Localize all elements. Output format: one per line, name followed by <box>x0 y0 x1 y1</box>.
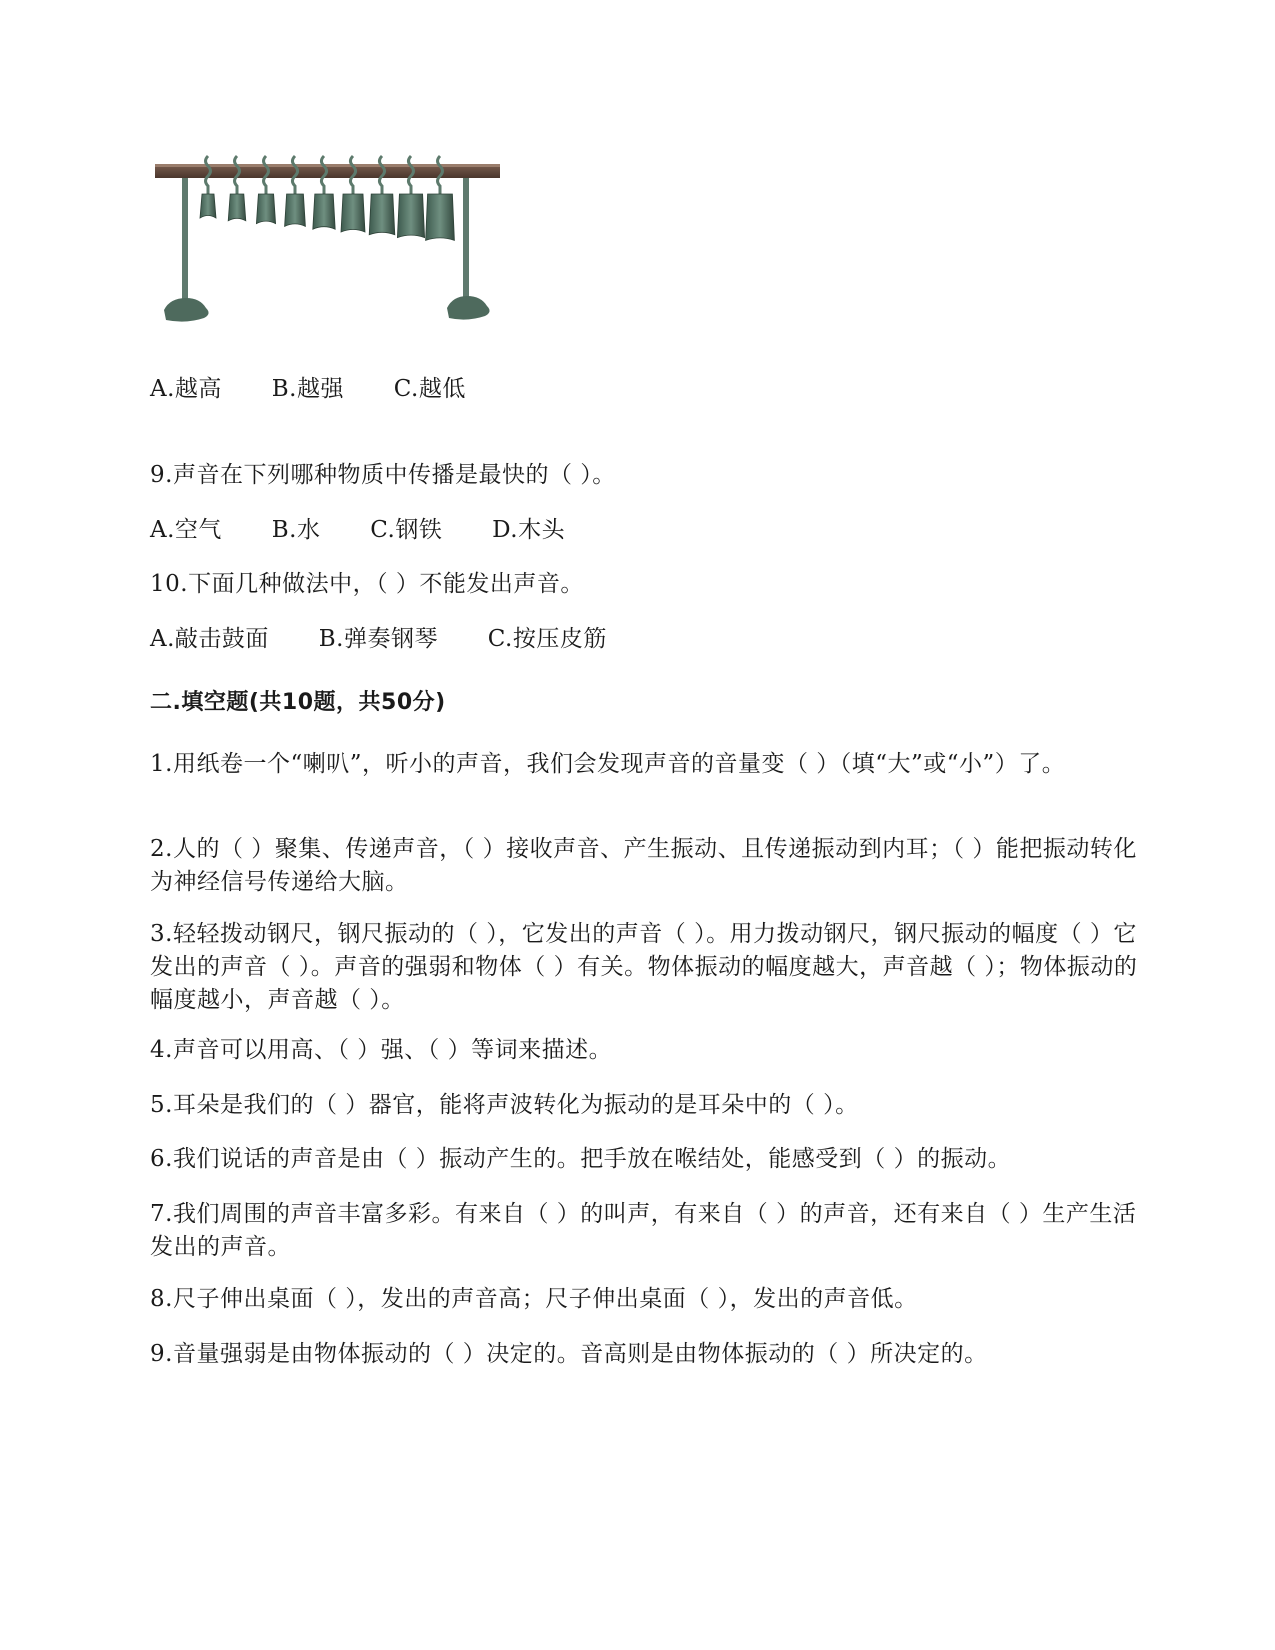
bell <box>369 194 395 235</box>
bell <box>285 194 306 226</box>
question-9-options <box>150 514 607 547</box>
question-8-options <box>150 373 508 406</box>
option-b: B.水 <box>271 517 321 543</box>
fill-blank-item: 4.声音可以用高、（ ）强、（ ）等词来描述。 <box>150 1037 613 1063</box>
option-b: B.弹奏钢琴 <box>318 626 438 652</box>
option-a: A.越高 <box>150 376 222 402</box>
fill-blank-item: 8.尺子伸出桌面（ ），发出的声音高；尺子伸出桌面（ ），发出的声音低。 <box>150 1286 918 1312</box>
bell <box>341 194 365 232</box>
fill-blank-item: 7.我们周围的声音丰富多彩。有来自（ ）的叫声，有来自（ ）的声音，还有来自（ ）生产生活发出的声音。 <box>150 1201 1137 1260</box>
option-c: C.越低 <box>393 376 466 402</box>
question-10-options <box>150 623 649 656</box>
section-2-heading: 二.填空题(共10题，共50分) <box>150 690 446 715</box>
bell <box>397 194 424 238</box>
option-a: A.空气 <box>150 517 222 543</box>
bell <box>256 194 275 224</box>
question-10-text: 10.下面几种做法中，（ ）不能发出声音。 <box>150 571 584 597</box>
fill-blank-item: 6.我们说话的声音是由（ ）振动产生的。把手放在喉结处，能感受到（ ）的振动。 <box>150 1146 1012 1172</box>
fill-blank-item: 1.用纸卷一个“喇叭”，听小的声音，我们会发现声音的音量变（ ）（填“大”或“小”）了。 <box>150 751 1066 777</box>
bell <box>426 194 455 240</box>
option-d: D.木头 <box>492 517 566 543</box>
bell <box>313 194 335 229</box>
option-c: C.按压皮筋 <box>487 626 607 652</box>
fill-blank-item: 9.音量强弱是由物体振动的（ ）决定的。音高则是由物体振动的（ ）所决定的。 <box>150 1341 988 1367</box>
option-b: B.越强 <box>271 376 344 402</box>
fill-blank-item: 3.轻轻拨动钢尺，钢尺振动的（ ），它发出的声音（ ）。用力拨动钢尺，钢尺振动的幅度（ ）它发出的声音（ ）。声音的强弱和物体（ ）有关。物体振动的幅度越大，声音越（ ）；物体振动的幅度越小，声音越（ ）。 <box>150 921 1138 1013</box>
chime-bells-illustration <box>150 150 530 340</box>
question-9-text: 9.声音在下列哪种物质中传播是最快的（ ）。 <box>150 462 616 488</box>
option-c: C.钢铁 <box>370 517 443 543</box>
fill-blank-item: 5.耳朵是我们的（ ）器官，能将声波转化为振动的是耳朵中的（ ）。 <box>150 1092 859 1118</box>
bell <box>228 194 246 221</box>
option-a: A.敲击鼓面 <box>150 626 269 652</box>
fill-blank-item: 2.人的（ ）聚集、传递声音，（ ）接收声音、产生振动、且传递振动到内耳；（ ）能把振动转化为神经信号传递给大脑。 <box>150 836 1137 895</box>
bell <box>200 194 216 218</box>
